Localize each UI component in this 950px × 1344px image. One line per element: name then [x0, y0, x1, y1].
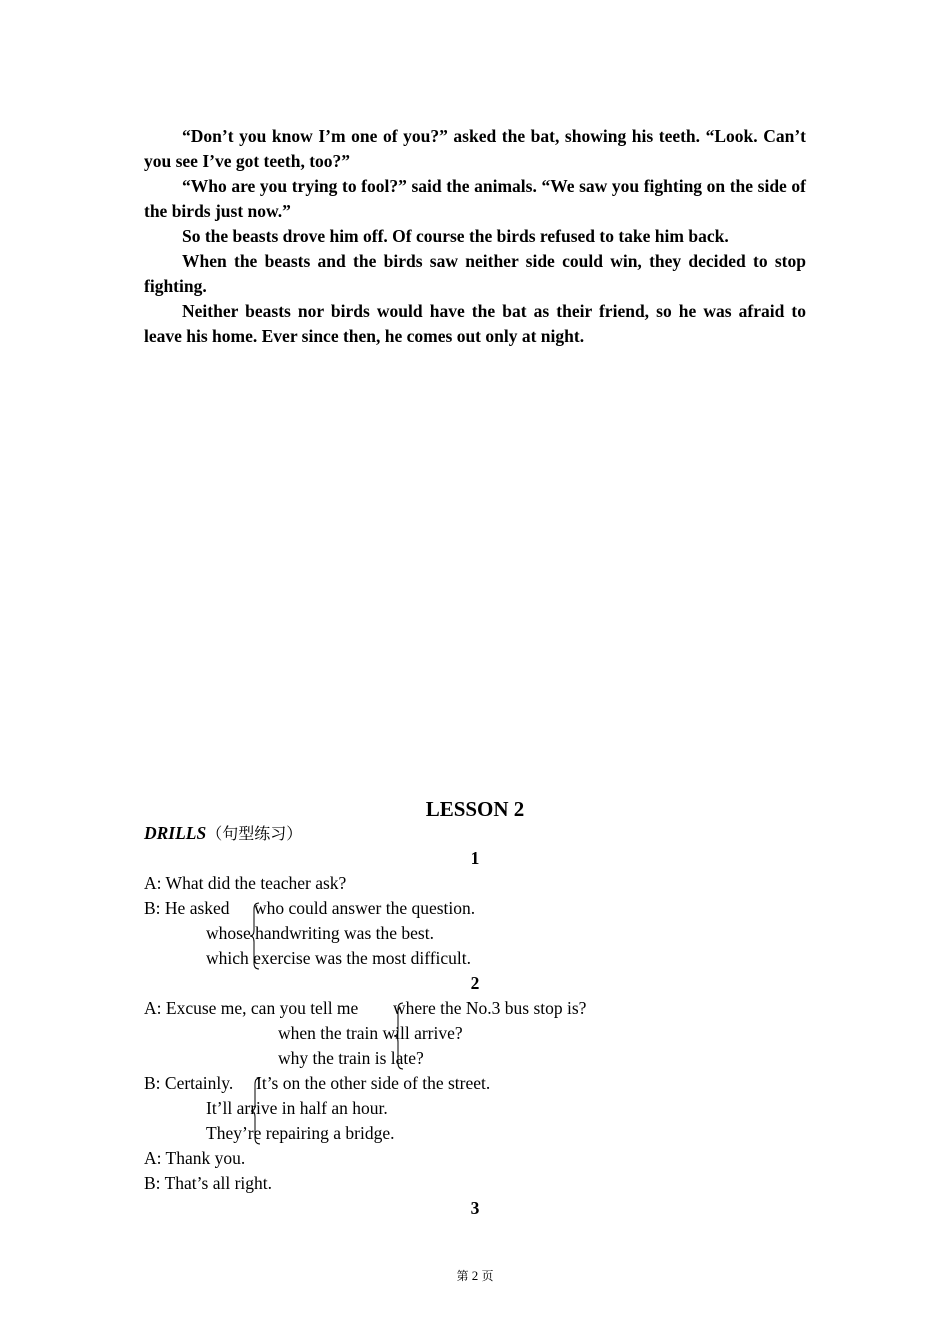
drill2-question-option-2: when the train will arrive?: [278, 1023, 463, 1043]
drill-number-2: 2: [470, 973, 480, 993]
drill1-option-3: which exercise was the most difficult.: [206, 948, 472, 968]
story-paragraph-2: “Who are you trying to fool?” said the animals. “We saw you fighting on the side of the birds just now.”: [144, 176, 806, 221]
drill1-question: A: What did the teacher ask?: [144, 873, 347, 893]
drill2-question-option-3: why the train is late?: [278, 1048, 424, 1068]
drill2-thanks: A: Thank you.: [144, 1148, 246, 1168]
drills-chinese-label: （句型练习）: [206, 824, 303, 843]
drill1-answer-prefix: B: He asked: [144, 898, 230, 918]
drill2-question-prefix: A: Excuse me, can you tell me: [144, 998, 359, 1018]
drill1-option-2: whose handwriting was the best.: [206, 923, 434, 943]
story-paragraph-4: When the beasts and the birds saw neither side could win, they decided to stop fighting.: [144, 251, 806, 296]
drill2-question-option-1: where the No.3 bus stop is?: [393, 998, 587, 1018]
drills-heading: [144, 821, 302, 846]
drill2-question-brace: [393, 1001, 407, 1071]
drill2-answer-brace: [250, 1076, 264, 1146]
story-paragraph-1: “Don’t you know I’m one of you?” asked the bat, showing his teeth. “Look. Can’t you see I’ve got teeth, too?”: [144, 126, 806, 171]
lesson-title: LESSON 2: [425, 797, 525, 821]
story-paragraph-3: So the beasts drove him off. Of course the birds refused to take him back.: [182, 226, 729, 246]
page-footer: [0, 1266, 950, 1286]
story-paragraph-5: Neither beasts nor birds would have the bat as their friend, so he was afraid to leave his home. Ever since then, he comes out only at night.: [144, 301, 806, 346]
drill2-reply: B: That’s all right.: [144, 1173, 273, 1193]
drill-number-1: 1: [470, 848, 480, 868]
drill2-answer-option-3: They’re repairing a bridge.: [206, 1123, 395, 1143]
footer-suffix: 页: [481, 1269, 494, 1283]
drills-label: DRILLS: [144, 823, 207, 843]
drill1-option-1: who could answer the question.: [254, 898, 476, 918]
drill2-answer-option-2: It’ll arrive in half an hour.: [206, 1098, 388, 1118]
drill1-brace: [249, 901, 263, 971]
story-text: [144, 124, 806, 349]
footer-prefix: 第: [456, 1269, 469, 1283]
drill-number-3: 3: [470, 1198, 480, 1218]
drill2-answer-prefix: B: Certainly.: [144, 1073, 234, 1093]
page-number: 2: [471, 1268, 479, 1283]
drill2-answer-option-1: It’s on the other side of the street.: [256, 1073, 491, 1093]
